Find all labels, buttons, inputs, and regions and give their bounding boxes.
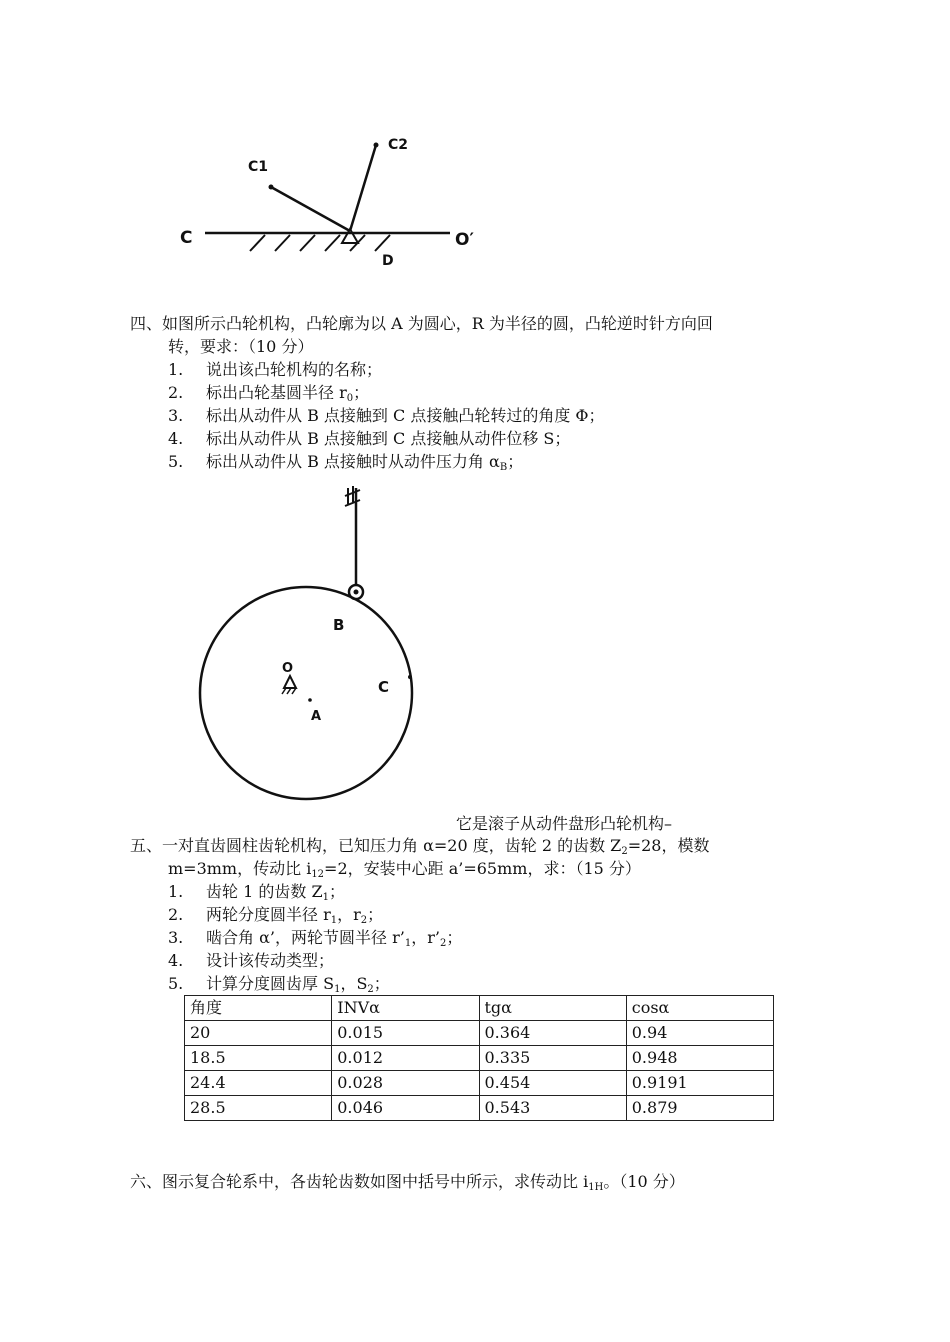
q5-item-3: 3. 啮合角 α’，两轮节圆半径 $r’_1$，$r’_2$；: [168, 928, 463, 949]
q4-heading: 四、如图所示凸轮机构，凸轮廓为以 A 为圆心，R 为半径的圆，凸轮逆时针方向回: [130, 314, 713, 333]
table-header-row: [185, 996, 774, 1021]
table-header-cell: INVα: [332, 996, 479, 1021]
q4-item-1: 1. 说出该凸轮机构的名称；: [168, 360, 383, 379]
table-cell: 24.4: [185, 1071, 332, 1096]
table-cell: 0.94: [626, 1021, 773, 1046]
label-o: O: [282, 661, 294, 676]
q4-heading-cont: 转，要求：（10 分）: [168, 337, 314, 356]
table-cell: 0.879: [626, 1096, 773, 1121]
table-cell: 0.364: [479, 1021, 626, 1046]
angle-table: [184, 995, 774, 1121]
table-cell: 20: [185, 1021, 332, 1046]
table-cell: 0.454: [479, 1071, 626, 1096]
q5-item-5: 5. 计算分度圆齿厚 $S_1$，$S_2$；: [168, 974, 390, 995]
table-row: [185, 1046, 774, 1071]
q6-heading: 六、图示复合轮系中，各齿轮齿数如图中括号中所示，求传动比 $i_{1H}$。（10 分）: [130, 1172, 685, 1193]
label-c: C: [180, 228, 193, 248]
table-cell: 0.012: [332, 1046, 479, 1071]
table-cell: 0.015: [332, 1021, 479, 1046]
label-c: C: [378, 678, 390, 696]
q5-heading: 五、一对直齿圆柱齿轮机构，已知压力角 α=20 度，齿轮 2 的齿数 $Z_2=28$，模数: [130, 836, 710, 857]
table-cell: 0.028: [332, 1071, 479, 1096]
table-cell: 28.5: [185, 1096, 332, 1121]
cam-answer: 它是滚子从动件盘形凸轮机构–: [456, 814, 673, 833]
label-b: B: [333, 616, 345, 634]
table-row: [185, 1021, 774, 1046]
q4-item-4: 4. 标出从动件从 B 点接触到 C 点接触从动件位移 S；: [168, 429, 571, 448]
table-row: [185, 1096, 774, 1121]
table-header-cell: 角度: [185, 996, 332, 1021]
label-c1: C1: [248, 159, 269, 175]
linkage-figure: [170, 125, 510, 275]
q4-item-3: 3. 标出从动件从 B 点接触到 C 点接触凸轮转过的角度 Φ；: [168, 406, 605, 425]
q5-item-4: 4. 设计该传动类型；: [168, 951, 335, 970]
label-a: A: [311, 709, 322, 724]
label-d: D: [382, 253, 394, 269]
table-header-cell: cosα: [626, 996, 773, 1021]
table-cell: 0.9191: [626, 1071, 773, 1096]
label-c2: C2: [388, 137, 409, 153]
q5-item-1: 1. 齿轮 1 的齿数 $Z_1$；: [168, 882, 345, 903]
table-header-cell: tgα: [479, 996, 626, 1021]
table-cell: 0.948: [626, 1046, 773, 1071]
table-cell: 0.046: [332, 1096, 479, 1121]
q5-item-2: 2. 两轮分度圆半径 $r_1$，$r_2$；: [168, 905, 384, 926]
table-row: [185, 1071, 774, 1096]
table-cell: 0.335: [479, 1046, 626, 1071]
label-o-prime: O′: [455, 230, 474, 250]
q4-item-2: 2. 标出凸轮基圆半径 $r_0$；: [168, 383, 370, 404]
q5-heading-cont: m=3mm，传动比 $i_{12}=2$，安装中心距 a’=65mm，求：（15 分）: [168, 859, 641, 880]
q4-item-5: 5. 标出从动件从 B 点接触时从动件压力角 $\alpha_B$；: [168, 452, 524, 473]
table-cell: 18.5: [185, 1046, 332, 1071]
cam-figure: [190, 482, 430, 812]
table-cell: 0.543: [479, 1096, 626, 1121]
